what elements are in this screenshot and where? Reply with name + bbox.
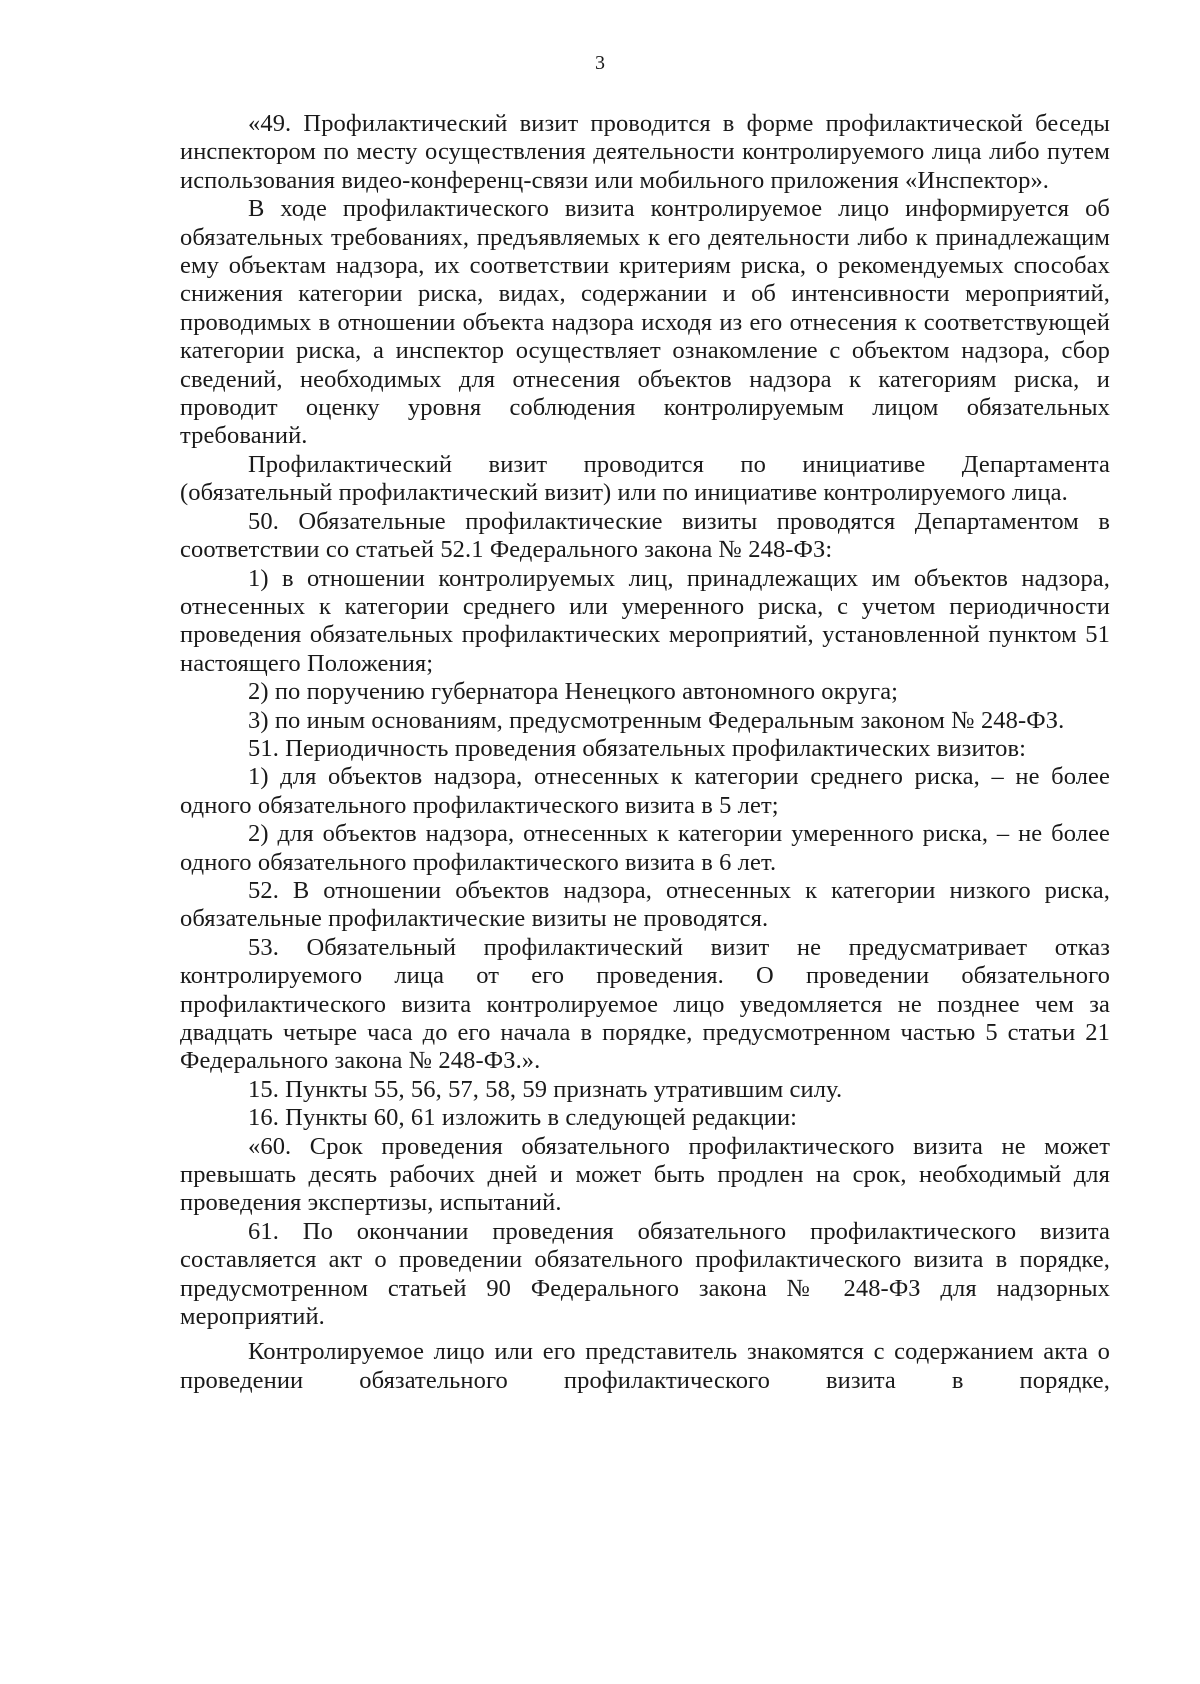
- document-body: [180, 110, 1110, 1395]
- paragraph-50-item-1: 1) в отношении контролируемых лиц, принадлежащих им объектов надзора, отнесенных к категории среднего или умеренного риска, с учетом периодичности проведения обязательных профилактических мероприятий, установленной пунктом 51 настоящего Положения;: [180, 564, 1110, 677]
- paragraph-15: 15. Пункты 55, 56, 57, 58, 59 признать утратившим силу.: [248, 1075, 843, 1103]
- paragraph-53: 53. Обязательный профилактический визит не предусматривает отказ контролируемого лица от его проведения. О проведении обязательного профилактического визита контролируемое лицо уведомляется не позднее чем за двадцать четыре часа до его начала в порядке, предусмотренном частью 5 статьи 21 Федерального закона № 248-ФЗ.».: [180, 933, 1110, 1075]
- paragraph-50: 50. Обязательные профилактические визиты проводятся Департаментом в соответствии со статьей 52.1 Федерального закона № 248-ФЗ:: [180, 507, 1110, 564]
- paragraph-visit-information: В ходе профилактического визита контролируемое лицо информируется об обязательных требованиях, предъявляемых к его деятельности либо к принадлежащим ему объектам надзора, их соответствии критериям риска, о рекомендуемых способах снижения категории риска, видах, содержании и об интенсивности мероприятий, проводимых в отношении объекта надзора исходя из его отнесения к соответствующей категории риска, а инспектор осуществляет ознакомление с объектом надзора, сбор сведений, необходимых для отнесения объектов надзора к категориям риска, и проводит оценку уровня соблюдения контролируемым лицом обязательных требований.: [180, 195, 1110, 450]
- paragraph-52: 52. В отношении объектов надзора, отнесенных к категории низкого риска, обязательные профилактические визиты не проводятся.: [180, 876, 1110, 933]
- paragraph-visit-initiative: Профилактический визит проводится по инициативе Департамента (обязательный профилактический визит) или по инициативе контролируемого лица.: [180, 450, 1110, 507]
- paragraph-51: 51. Периодичность проведения обязательных профилактических визитов:: [248, 734, 1027, 762]
- paragraph-50-item-3: 3) по иным основаниям, предусмотренным Федеральным законом № 248-ФЗ.: [248, 706, 1065, 734]
- paragraph-61: 61. По окончании проведения обязательного профилактического визита составляется акт о проведении обязательного профилактического визита в порядке, предусмотренном статьей 90 Федерального закона № 248-ФЗ для надзорных мероприятий.: [180, 1217, 1110, 1331]
- paragraph-49: «49. Профилактический визит проводится в форме профилактической беседы инспектором по месту осуществления деятельности контролируемого лица либо путем использования видео-конференц-связи или мобильного приложения «Инспектор».: [180, 110, 1110, 194]
- paragraph-60: «60. Срок проведения обязательного профилактического визита не может превышать десять рабочих дней и может быть продлен на срок, необходимый для проведения экспертизы, испытаний.: [180, 1132, 1110, 1217]
- paragraph-50-item-2: 2) по поручению губернатора Ненецкого автономного округа;: [248, 678, 899, 706]
- page-number: 3: [595, 52, 605, 74]
- paragraph-act-familiarization: Контролируемое лицо или его представитель знакомятся с содержанием акта о проведении обязательного профилактического визита в порядке,: [180, 1338, 1110, 1394]
- paragraph-51-item-1: 1) для объектов надзора, отнесенных к категории среднего риска, – не более одного обязательного профилактического визита в 5 лет;: [180, 763, 1110, 819]
- paragraph-51-item-2: 2) для объектов надзора, отнесенных к категории умеренного риска, – не более одного обязательного профилактического визита в 6 лет.: [180, 820, 1110, 876]
- paragraph-16: 16. Пункты 60, 61 изложить в следующей редакции:: [248, 1104, 798, 1132]
